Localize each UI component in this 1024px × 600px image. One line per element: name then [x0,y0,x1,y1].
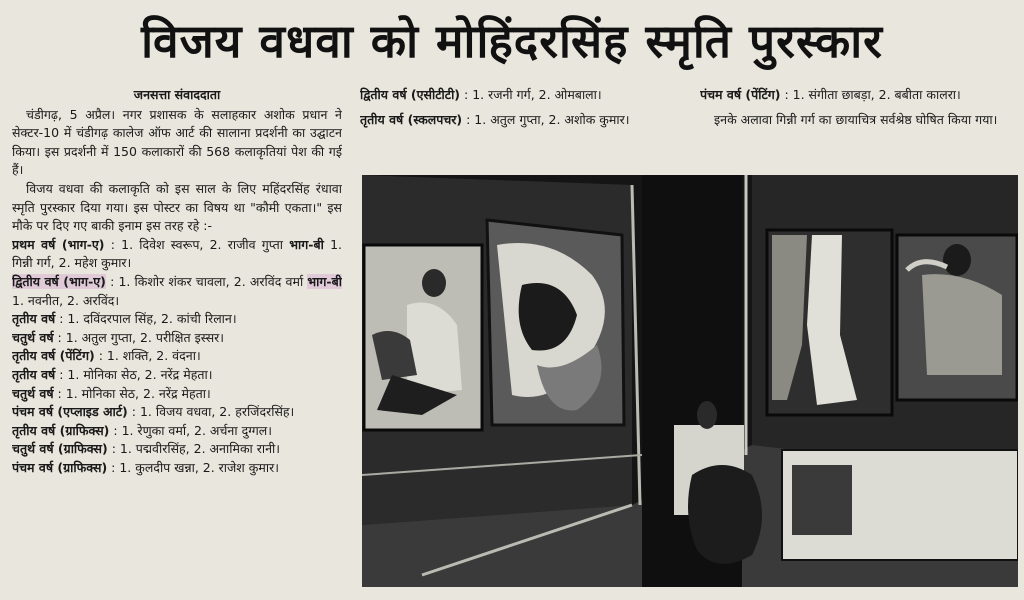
exhibition-photo-illustration [362,175,1018,587]
award-entry: तृतीय वर्ष (पेंटिंग) : 1. शक्ति, 2. वंदना। [12,348,201,364]
article-column-2 [360,86,690,166]
award-entry: चतुर्थ वर्ष (ग्राफिक्स) : 1. पद्मवीरसिंह, 2. अनामिका रानी। [12,441,281,457]
exhibition-photo [362,175,1018,587]
award-entry: चतुर्थ वर्ष : 1. अतुल गुप्ता, 2. परीक्षित इस्सर। [12,329,225,345]
award-entry: पंचम वर्ष (ग्राफिक्स) : 1. कुलदीप खन्ना, 2. राजेश कुमार। [12,459,279,475]
headline: विजय वधवा को मोहिंदरसिंह स्मृति पुरस्कार [141,14,883,68]
award-entry: चतुर्थ वर्ष : 1. मोनिका सेठ, 2. नरेंद्र मेहता। [12,385,211,401]
award-entry: तृतीय वर्ष : 1. दविंदरपाल सिंह, 2. कांची रिलान। [12,311,237,327]
closing-paragraph: इनके अलावा गिन्नी गर्ग का छायाचित्र सर्वश्रेष्ठ घोषित किया गया। [714,111,998,127]
award-entry: तृतीय वर्ष (स्कलपचर) : 1. अतुल गुप्ता, 2. अशोक कुमार। [360,111,630,127]
paragraph: चंडीगढ़, 5 अप्रैल। नगर प्रशासक के सलाहकार अशोक प्रधान ने सेक्टर-10 में चंडीगढ़ कालेज ऑफ आर्ट की सालाना प्रदर्शनी का उद्घाटन किया। इस प्रदर्शनी में 150 कलाकारों की 568 कलाकृतियां पेश की गई हैं। [12,106,342,178]
article-column-3 [700,86,1018,166]
paragraph: विजय वधवा की कलाकृति को इस साल के लिए महिंदरसिंह रंधावा स्मृति पुरस्कार दिया गया। इस पोस्टर का विषय था "कौमी एकता।" इस मौके पर दिए गए बाकी इनाम इस तरह रहे :- [12,180,342,234]
award-entry: पंचम वर्ष (एप्लाइड आर्ट) : 1. विजय वधवा, 2. हरजिंदरसिंह। [12,404,295,420]
award-entry: द्वितीय वर्ष (एसीटीटी) : 1. रजनी गर्ग, 2. ओमबाला। [360,87,602,102]
award-entry: तृतीय वर्ष (ग्राफिक्स) : 1. रेणुका वर्मा, 2. अर्चना दुग्गल। [12,422,272,438]
award-entry: द्वितीय वर्ष (भाग-ए) : 1. किशोर शंकर चावला, 2. अरविंद वर्मा भाग-बी 1. नवनीत, 2. अरविंद। [12,273,342,308]
award-entry: तृतीय वर्ष : 1. मोनिका सेठ, 2. नरेंद्र मेहता। [12,366,213,382]
byline: जनसत्ता संवाददाता [133,87,221,102]
article-column-1 [12,86,342,596]
award-entry: पंचम वर्ष (पेंटिंग) : 1. संगीता छाबड़ा, 2. बबीता कालरा। [700,87,961,102]
award-entry: प्रथम वर्ष (भाग-ए) : 1. दिवेश स्वरूप, 2. राजीव गुप्ता भाग-बी 1. गिन्नी गर्ग, 2. महेश कुमार। [12,236,342,271]
